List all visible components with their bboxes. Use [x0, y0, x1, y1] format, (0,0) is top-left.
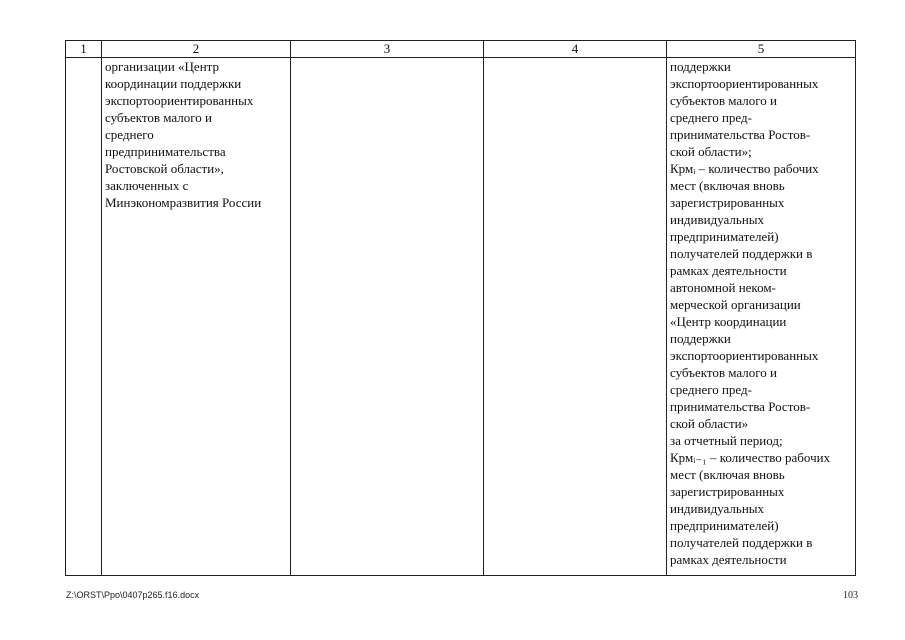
header-row — [66, 41, 856, 58]
col5-line: мест (включая вновь — [670, 467, 785, 482]
cell-col-1 — [66, 58, 102, 576]
col5-line: принимательства Ростов- — [670, 127, 811, 142]
col2-line: предпринимательства — [105, 144, 226, 159]
col2-line: координации поддержки — [105, 76, 242, 91]
col5-line: среднего пред- — [670, 382, 752, 397]
col5-line: экспортоориентированных — [670, 76, 819, 91]
col2-line: среднего — [105, 127, 154, 142]
col5-line: «Центр координации — [670, 314, 787, 329]
col5-line: мерческой организации — [670, 297, 801, 312]
page-number: 103 — [843, 590, 858, 601]
cell-col-4 — [484, 58, 667, 576]
cell-col-3 — [291, 58, 484, 576]
column-header-1: 1 — [66, 41, 102, 58]
column-header-5: 5 — [667, 41, 856, 58]
col5-line: за отчетный период; — [670, 433, 783, 448]
col5-line: субъектов малого и — [670, 365, 777, 380]
col5-line: индивидуальных — [670, 212, 765, 227]
col5-line: автономной неком- — [670, 280, 776, 295]
cell-col-2 — [102, 58, 291, 576]
col2-line: субъектов малого и — [105, 110, 212, 125]
col5-line: ской области»; — [670, 144, 752, 159]
col5-line: зарегистрированных — [670, 195, 785, 210]
col5-line: мест (включая вновь — [670, 178, 785, 193]
col2-line: организации «Центр — [105, 59, 219, 74]
footer-file-path: Z:\ORST\Ppo\0407p265.f16.docx — [66, 590, 200, 600]
cell-col-5 — [667, 58, 856, 576]
col2-line: заключенных с — [105, 178, 189, 193]
col5-line: Крмᵢ₋₁ – количество рабочих — [670, 450, 831, 465]
col5-line: ской области» — [670, 416, 749, 431]
col5-line: субъектов малого и — [670, 93, 777, 108]
col5-line: принимательства Ростов- — [670, 399, 811, 414]
col5-line: поддержки — [670, 59, 731, 74]
col5-line: индивидуальных — [670, 501, 765, 516]
col5-line: предпринимателей) — [670, 229, 779, 244]
column-header-2: 2 — [102, 41, 291, 58]
col5-line: поддержки — [670, 331, 731, 346]
document-table — [65, 40, 856, 576]
col2-line: Минэкономразвития России — [105, 195, 262, 210]
col5-line: экспортоориентированных — [670, 348, 819, 363]
col5-line: предпринимателей) — [670, 518, 779, 533]
col2-line: Ростовской области», — [105, 161, 224, 176]
col5-line: получателей поддержки в — [670, 246, 813, 261]
column-header-4: 4 — [484, 41, 667, 58]
col5-line: зарегистрированных — [670, 484, 785, 499]
col5-line: среднего пред- — [670, 110, 752, 125]
column-header-3: 3 — [291, 41, 484, 58]
col5-line: Крмᵢ – количество рабочих — [670, 161, 819, 176]
col5-line: рамках деятельности — [670, 263, 787, 278]
col2-line: экспортоориентированных — [105, 93, 254, 108]
table-row — [66, 58, 856, 576]
col5-line: рамках деятельности — [670, 552, 787, 567]
col5-line: получателей поддержки в — [670, 535, 813, 550]
